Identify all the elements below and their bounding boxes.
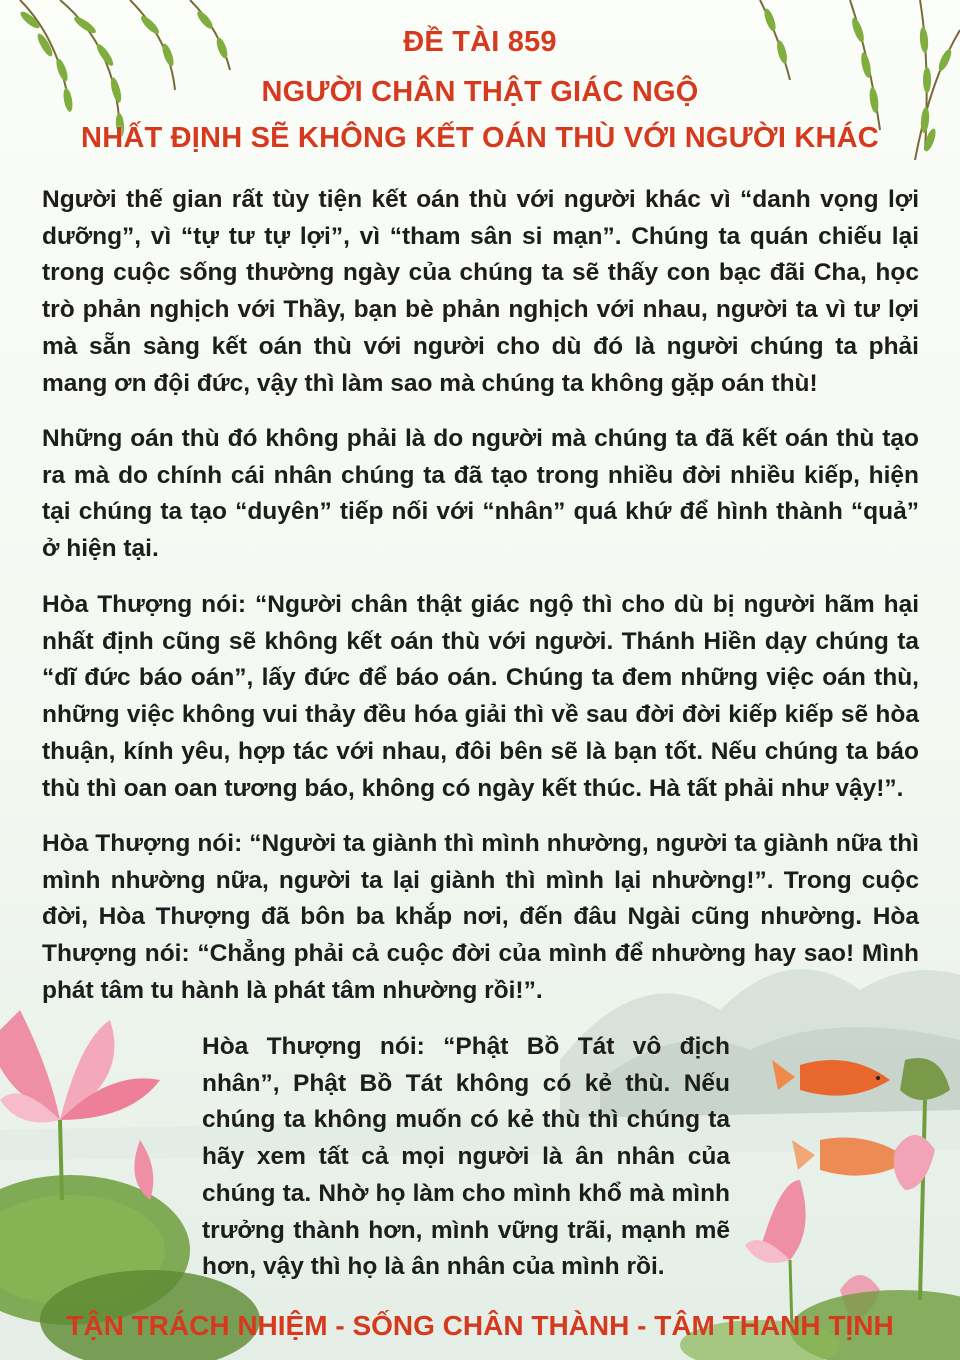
paragraph-5: Hòa Thượng nói: “Phật Bồ Tát vô địch nhân”, Phật Bồ Tát không có kẻ thù. Nếu chúng ta không muốn có kẻ thù thì chúng ta hãy xem tất cả mọi người là ân nhân của chúng ta. Nhờ họ làm cho mình khổ mà mình trưởng thành hơn, mình vững trãi, mạnh mẽ hơn, vậy thì họ là ân nhân của mình rồi. (202, 1033, 730, 1281)
paragraph-4: Hòa Thượng nói: “Người ta giành thì mình nhường, người ta giành nữa thì mình nhường nữa, người ta lại giành thì mình lại nhường!”. Trong cuộc đời, Hòa Thượng đã bôn ba khắp nơi, đến đâu Ngài cũng nhường. Hòa Thượng nói: “Chẳng phải cả cuộc đời của mình để nhường hay sao! Mình phát tâm tu hành là phát tâm nhường rồi!”. (42, 830, 919, 1004)
paragraph-1: Người thế gian rất tùy tiện kết oán thù với người khác vì “danh vọng lợi dưỡng”, vì “tự tư tự lợi”, vì “tham sân si mạn”. Chúng ta quán chiếu lại trong cuộc sống thường ngày của chúng ta sẽ thấy con bạc đãi Cha, học trò phản nghịch với Thầy, bạn bè phản nghịch với nhau, người ta vì tư lợi mà sẵn sàng kết oán thù với người cho dù đó là người chúng ta phải mang ơn đội đức, vậy thì làm sao mà chúng ta không gặp oán thù! (42, 186, 919, 397)
paragraph-2: Những oán thù đó không phải là do người mà chúng ta đã kết oán thù tạo ra mà do chính cái nhân chúng ta đã tạo trong nhiều đời nhiều kiếp, hiện tại chúng ta tạo “duyên” tiếp nối với “nhân” quá khứ để hình thành “quả” ở hiện tại. (42, 425, 919, 563)
page-title: NGƯỜI CHÂN THẬT GIÁC NGỘ (261, 76, 699, 108)
page-subtitle: NHẤT ĐỊNH SẼ KHÔNG KẾT OÁN THÙ VỚI NGƯỜI KHÁC (81, 122, 879, 154)
footer-motto: TẬN TRÁCH NHIỆM - SỐNG CHÂN THÀNH - TÂM THANH TỊNH (66, 1310, 894, 1341)
willow-branch-left (20, 0, 230, 140)
topic-number: ĐỀ TÀI 859 (403, 26, 557, 58)
paragraph-3: Hòa Thượng nói: “Người chân thật giác ngộ thì cho dù bị người hãm hại nhất định cũng sẽ không kết oán thù với người. Thánh Hiền dạy chúng ta “dĩ đức báo oán”, lấy đức để báo oán. Chúng ta đem những việc oán thù, những việc không vui thảy đều hóa giải thì về sau đời đời kiếp kiếp sẽ hòa thuận, kính yêu, hợp tác với nhau, đôi bên sẽ là bạn tốt. Nếu chúng ta báo thù thì oan oan tương báo, không có ngày kết thúc. Hà tất phải như vậy!”. (42, 591, 919, 802)
